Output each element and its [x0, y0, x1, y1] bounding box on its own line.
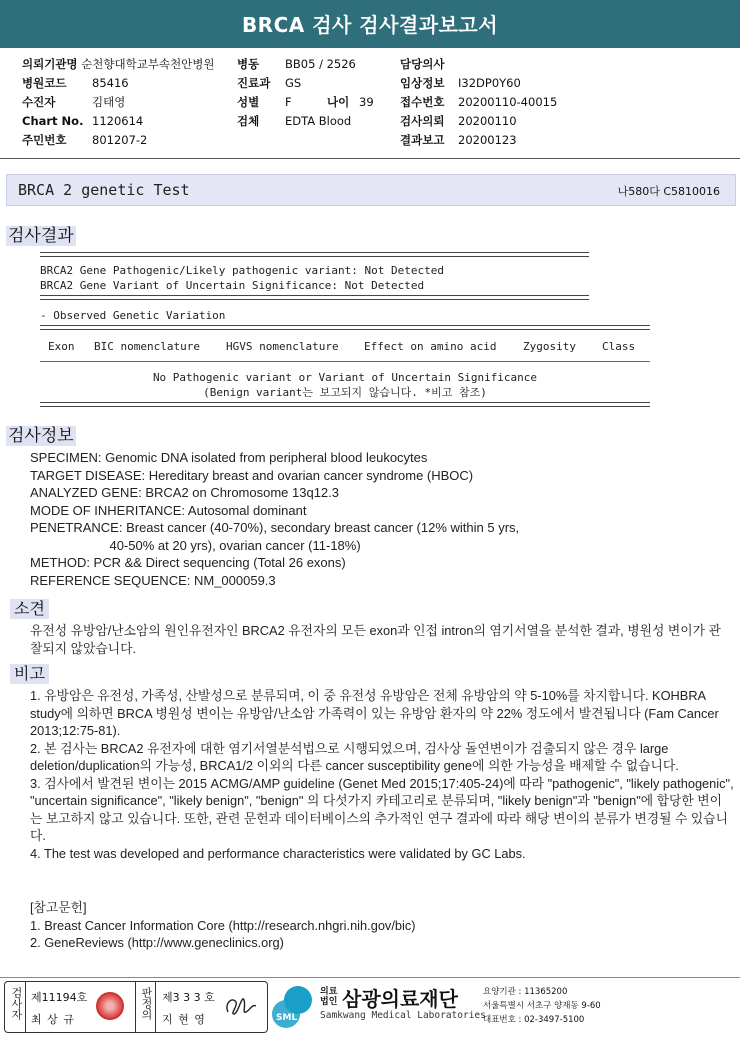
header-value: EDTA Blood — [285, 114, 352, 128]
inspector-label: 검사자 — [10, 987, 23, 1020]
sig-separator — [155, 981, 156, 1033]
single-rule — [40, 361, 650, 362]
header-value: 801207-2 — [92, 133, 148, 147]
header-left-col — [22, 57, 215, 152]
header-label: 의뢰기관명 — [22, 57, 78, 71]
no-variant-line: No Pathogenic variant or Variant of Uncertain Significance — [152, 371, 538, 384]
header-value: GS — [285, 76, 302, 90]
header-label: Chart No. — [22, 114, 84, 128]
info-lines — [30, 449, 519, 589]
header-label: 병동 — [237, 57, 260, 71]
remark-item: 3. 검사에서 발견된 변이는 2015 ACMG/AMP guideline (Genet Med 2015;17:405-24)에 따라 "pathogenic", "likely pathogenic", "uncertain significance", "likely benign", "benign" 의 다섯가지 카테고리로 분류되며, "likely benign"과 "benign"에 합당한 변이는 보고하지 않고 있습니다. 또한, 관련 문헌과 데이터베이스의 추가적인 연구 결과에 따라 해당 변이의 분류가 변경될 수 있습니다. — [30, 775, 734, 843]
seal-stamp — [96, 992, 124, 1020]
info-penetrance: PENETRANCE: Breast cancer (40-70%), secondary breast cancer (12% within 5 yrs, — [30, 520, 520, 535]
results-line-pathogenic: BRCA2 Gene Pathogenic/Likely pathogenic variant: Not Detected — [40, 264, 444, 277]
benign-note-line: (Benign variant는 보고되지 않습니다. *비고 참조) — [203, 386, 487, 399]
col-hgvs: HGVS nomenclature — [226, 340, 339, 353]
header-value: 순천향대학교부속천안병원 — [81, 57, 215, 71]
double-rule — [40, 402, 650, 407]
header-label: 담당의사 — [400, 57, 445, 71]
double-rule — [40, 252, 589, 257]
org-english: Samkwang Medical Laboratories — [320, 1010, 486, 1021]
col-exon: Exon — [48, 340, 75, 353]
inspector-name: 최 상 규 — [31, 1013, 75, 1026]
header-value: I32DP0Y60 — [458, 76, 521, 90]
header-label: 성별 — [237, 95, 260, 109]
reference-item: 2. GeneReviews (http://www.geneclinics.org) — [30, 935, 284, 950]
col-effect: Effect on amino acid — [364, 340, 497, 353]
header-value: 1120614 — [92, 114, 144, 128]
header-right-col — [400, 57, 557, 152]
info-heading: 검사정보 — [8, 426, 74, 446]
org-prefix-1: 의료 — [320, 987, 338, 997]
signature-mark — [222, 990, 262, 1022]
org-code: 요양기관 : 11365200 — [483, 987, 568, 997]
info-method: METHOD: PCR && Direct sequencing (Total 26 exons) — [30, 555, 346, 570]
test-code: 나580다 C5810016 — [617, 185, 720, 198]
finding-heading: 소견 — [10, 599, 49, 619]
footer-divider — [0, 977, 740, 978]
header-value: 20200110-40015 — [458, 95, 558, 109]
col-bic: BIC nomenclature — [94, 340, 200, 353]
results-line-vus: BRCA2 Gene Variant of Uncertain Significance: Not Detected — [40, 279, 425, 292]
results-heading: 검사결과 — [8, 226, 74, 246]
info-reference: REFERENCE SEQUENCE: NM_000059.3 — [30, 572, 276, 588]
org-prefix — [320, 987, 337, 1007]
test-name: BRCA 2 genetic Test — [18, 181, 190, 199]
header-value: 85416 — [92, 76, 129, 90]
confirmer-label: 판정의 — [140, 987, 153, 1020]
org-phone: 대표번호 : 02-3497-5100 — [483, 1015, 585, 1025]
finding-text: 유전성 유방암/난소암의 원인유전자인 BRCA2 유전자의 모든 exon과 인접 intron의 염기서열을 분석한 결과, 병원성 변이가 관찰되지 않았습니다. — [30, 623, 721, 656]
confirmer-name: 지 현 영 — [162, 1013, 206, 1026]
org-prefix-2: 법인 — [320, 997, 338, 1007]
header-label: 주민번호 — [22, 133, 67, 147]
header-divider — [0, 158, 740, 159]
age-label: 나이 — [327, 95, 350, 109]
info-gene: ANALYZED GENE: BRCA2 on Chromosome 13q12.3 — [30, 485, 340, 500]
age-value: 39 — [359, 95, 374, 109]
reference-item: 1. Breast Cancer Information Core (http://research.nhgri.nih.gov/bic) — [30, 918, 416, 933]
col-zygosity: Zygosity — [523, 340, 576, 353]
info-target-disease: TARGET DISEASE: Hereditary breast and ovarian cancer syndrome (HBOC) — [30, 467, 474, 483]
info-penetrance-cont: 40-50% at 20 yrs), ovarian cancer (11-18%) — [30, 537, 361, 553]
header-value: F — [285, 95, 292, 109]
remark-item: 2. 본 검사는 BRCA2 유전자에 대한 염기서열분석법으로 시행되었으며, 검사상 돌연변이가 검출되지 않은 경우 large deletion/duplication의 가능성, BRCA1/2 이외의 다른 cancer susceptibility gene에 의한 가능성을 배제할 수 없습니다. — [30, 740, 679, 773]
sig-separator — [25, 981, 26, 1033]
org-contact — [483, 985, 601, 1027]
info-inheritance: MODE OF INHERITANCE: Autosomal dominant — [30, 502, 307, 518]
inspector-license: 제11194호 — [31, 991, 88, 1004]
references-heading: [참고문헌] — [30, 900, 87, 915]
confirmer-license: 제3 3 3 호 — [162, 991, 215, 1004]
header-label: 진료과 — [237, 76, 271, 90]
header-value: BB05 / 2526 — [285, 57, 356, 71]
remarks-list — [30, 687, 734, 862]
logo-text: SML — [276, 1013, 298, 1023]
header-label: 검체 — [237, 114, 260, 128]
header-label: 접수번호 — [400, 95, 445, 109]
header-label: 병원코드 — [22, 76, 67, 90]
org-address: 서울특별시 서초구 양재동 9-60 — [483, 1001, 601, 1011]
header-value: 20200110 — [458, 114, 517, 128]
org-name: 삼광의료재단 — [342, 987, 458, 1011]
sml-logo-icon — [270, 982, 320, 1032]
header-value: 김태영 — [92, 95, 126, 109]
header-label: 결과보고 — [400, 133, 445, 147]
report-title: BRCA 검사 검사결과보고서 — [0, 0, 740, 48]
header-value: 20200123 — [458, 133, 517, 147]
header-label: 검사의뢰 — [400, 114, 445, 128]
remark-item: 4. The test was developed and performance characteristics were validated by GC Labs. — [30, 845, 526, 861]
header-mid-col — [237, 57, 374, 133]
header-label: 수진자 — [22, 95, 56, 109]
remarks-heading: 비고 — [10, 664, 49, 684]
header-label: 임상정보 — [400, 76, 445, 90]
sig-separator — [135, 981, 136, 1033]
col-class: Class — [602, 340, 636, 353]
info-specimen: SPECIMEN: Genomic DNA isolated from peripheral blood leukocytes — [30, 450, 428, 465]
double-rule — [40, 295, 589, 300]
remark-item: 1. 유방암은 유전성, 가족성, 산발성으로 분류되며, 이 중 유전성 유방암은 전체 유방암의 약 5-10%를 차지합니다. KOHBRA study에 의하면 BRCA 병원성 변이는 유방암/난소암 가족력이 있는 유방암 환자의 약 22% 정도에서 발견됩니다 (Fam Cancer 2013;12:75-81). — [30, 688, 719, 738]
double-rule — [40, 325, 650, 330]
observed-variation-label: - Observed Genetic Variation — [40, 309, 226, 322]
